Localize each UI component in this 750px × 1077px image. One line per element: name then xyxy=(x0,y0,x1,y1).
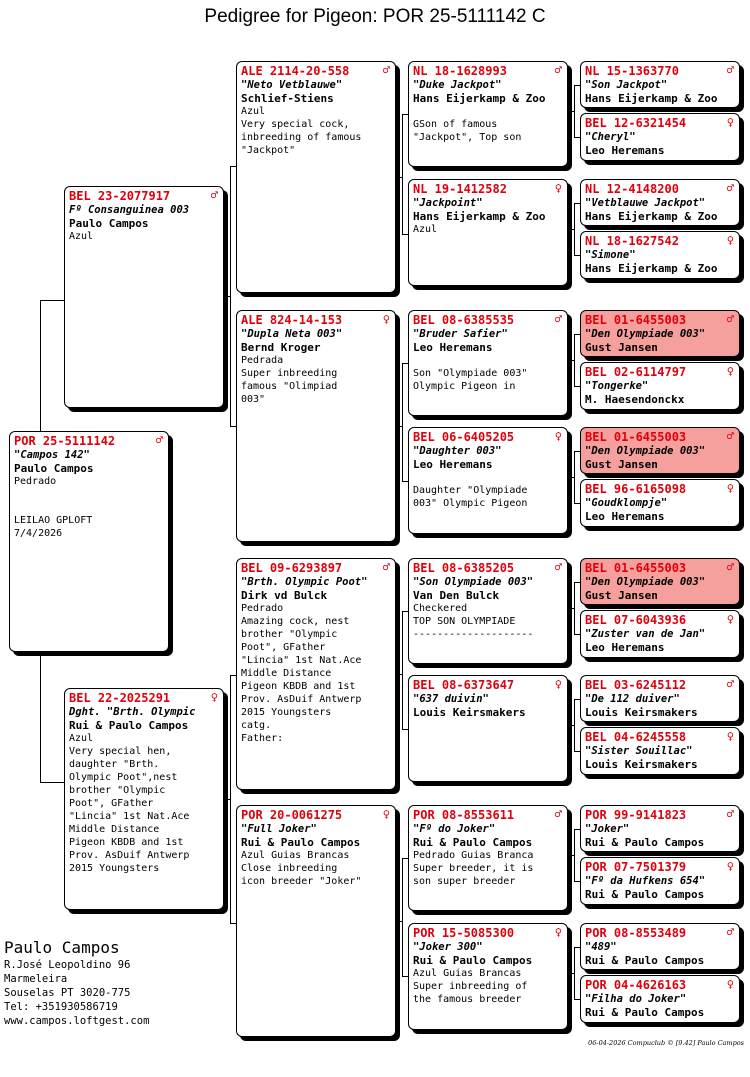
owner-name: Schlief-Stiens xyxy=(241,92,334,105)
info-line: 2015 Youngsters xyxy=(69,863,160,874)
pigeon-name: "489" xyxy=(585,941,617,953)
connector-line xyxy=(40,782,64,783)
male-icon: ♂ xyxy=(726,312,734,326)
page-title: Pedigree for Pigeon: POR 25-5111142 C xyxy=(204,6,546,27)
female-icon: ♀ xyxy=(726,364,734,378)
ring-number: POR 04-4626163 xyxy=(585,978,687,992)
connector-line xyxy=(402,858,403,976)
pedigree-card-g3[interactable] xyxy=(580,179,740,226)
pigeon-name: "Jackpoint" xyxy=(413,197,483,209)
info-line: Amazing cock, nest xyxy=(241,616,350,627)
info-line: 003" Olympic Pigeon xyxy=(413,498,528,509)
owner-name: Rui & Paulo Campos xyxy=(241,836,361,849)
breeder-info xyxy=(4,938,149,1028)
male-icon: ♂ xyxy=(382,63,390,77)
connector-line xyxy=(574,699,575,751)
pigeon-name: "Sister Souillac" xyxy=(585,745,693,757)
owner-name: Gust Jansen xyxy=(585,341,658,354)
info-line xyxy=(14,501,164,514)
info-line: -------------------- xyxy=(413,629,534,640)
pedigree-card-sd[interactable] xyxy=(236,310,396,542)
pedigree-card-g16[interactable] xyxy=(580,975,740,1023)
ring-number: NL 15-1363770 xyxy=(585,64,679,78)
pigeon-name: "Vetblauwe Jackpot" xyxy=(585,197,706,209)
ring-number: POR 25-5111142 xyxy=(14,434,116,448)
info-line: Azul xyxy=(413,224,438,235)
ring-number: BEL 08-6385535 xyxy=(413,313,515,327)
pedigree-card-ss[interactable] xyxy=(236,61,396,293)
connector-line xyxy=(574,203,575,255)
owner-name: Leo Heremans xyxy=(413,341,493,354)
pedigree-card-dsd[interactable] xyxy=(408,675,568,782)
info-line: famous "Olimpiad xyxy=(241,381,338,392)
ring-number: ALE 2114-20-558 xyxy=(241,64,350,78)
owner-name: Louis Keirsmakers xyxy=(585,706,698,719)
pedigree-card-g14[interactable] xyxy=(580,857,740,905)
male-icon: ♂ xyxy=(554,63,562,77)
pedigree-card-ddd[interactable] xyxy=(408,923,568,1030)
connector-line xyxy=(568,477,574,478)
footer-credit: 06-04-2026 Compuclub © [9.42] Paulo Campos xyxy=(588,1039,744,1047)
ring-number: BEL 03-6245112 xyxy=(585,678,687,692)
pigeon-name: "Joker 300" xyxy=(413,941,483,953)
info-line: Super inbreeding of xyxy=(413,981,528,992)
owner-name: Rui & Paulo Campos xyxy=(69,719,189,732)
ring-number: NL 18-1628993 xyxy=(413,64,507,78)
info-line: icon breeder "Joker" xyxy=(241,876,362,887)
pedigree-card-dam[interactable] xyxy=(64,688,224,910)
pigeon-name: "Den Olympiade 003" xyxy=(585,576,706,588)
pedigree-card-g5[interactable] xyxy=(580,310,740,357)
pigeon-name: "Campos 142" xyxy=(14,449,90,461)
female-icon: ♀ xyxy=(382,807,390,821)
ring-number: POR 08-8553489 xyxy=(585,926,687,940)
connector-line xyxy=(568,725,574,726)
ring-number: BEL 01-6455003 xyxy=(585,430,687,444)
info-line: Azul xyxy=(69,733,94,744)
info-line: "Jackpot" xyxy=(241,145,296,156)
female-icon: ♀ xyxy=(382,312,390,326)
info-line: Super breeder, it is xyxy=(413,863,534,874)
female-icon: ♀ xyxy=(554,429,562,443)
owner-name: Leo Heremans xyxy=(585,510,665,523)
connector-line xyxy=(402,611,403,729)
ring-number: NL 19-1412582 xyxy=(413,182,507,196)
male-icon: ♂ xyxy=(554,560,562,574)
info-line: 003" xyxy=(241,394,266,405)
pedigree-card-g11[interactable] xyxy=(580,675,740,722)
pigeon-name: "Brth. Olympic Poot" xyxy=(241,576,368,588)
male-icon: ♂ xyxy=(726,807,734,821)
pedigree-card-g15[interactable] xyxy=(580,923,740,970)
ring-number: POR 07-7501379 xyxy=(585,860,687,874)
owner-name: Bernd Kroger xyxy=(241,341,321,354)
ring-number: BEL 06-6405205 xyxy=(413,430,515,444)
info-line: GSon of famous xyxy=(413,119,498,130)
owner-name: Van Den Bulck xyxy=(413,589,500,602)
ring-number: ALE 824-14-153 xyxy=(241,313,343,327)
connector-line xyxy=(574,829,575,881)
info-line: "Jackpot", Top son xyxy=(413,132,522,143)
info-line: Pigeon KBDB and 1st xyxy=(241,681,356,692)
info-line xyxy=(413,354,563,367)
owner-name: Gust Jansen xyxy=(585,589,658,602)
pigeon-name: "Joker" xyxy=(585,823,630,835)
ring-number: BEL 23-2077917 xyxy=(69,189,171,203)
owner-name: Leo Heremans xyxy=(413,458,493,471)
pedigree-card-dss[interactable] xyxy=(408,558,568,664)
female-icon: ♀ xyxy=(554,181,562,195)
owner-name: Rui & Paulo Campos xyxy=(585,888,705,901)
info-line: Pedrado Guias Branca xyxy=(413,850,534,861)
info-line: the famous breeder xyxy=(413,994,522,1005)
pigeon-name: "De 112 duiver" xyxy=(585,693,680,705)
pigeon-name: Fº Consanguinea 003 xyxy=(69,204,190,216)
info-line: catg. xyxy=(241,720,272,731)
pedigree-card-dd[interactable] xyxy=(236,805,396,1037)
info-line: Father: xyxy=(241,733,284,744)
info-line xyxy=(14,488,164,501)
owner-name: Rui & Paulo Campos xyxy=(585,836,705,849)
breeder-address: R.José Leopoldino 96 xyxy=(4,959,131,971)
male-icon: ♂ xyxy=(554,312,562,326)
owner-name: Rui & Paulo Campos xyxy=(413,836,533,849)
owner-name: Leo Heremans xyxy=(585,641,665,654)
ring-number: BEL 09-6293897 xyxy=(241,561,343,575)
pedigree-card-sdd[interactable] xyxy=(408,427,568,534)
ring-number: BEL 08-6373647 xyxy=(413,678,515,692)
male-icon: ♂ xyxy=(382,560,390,574)
connector-line xyxy=(574,334,575,386)
info-line: Pedrada xyxy=(241,355,284,366)
ring-number: BEL 08-6385205 xyxy=(413,561,515,575)
pigeon-name: "Full Joker" xyxy=(241,823,317,835)
owner-name: Hans Eijerkamp & Zoo xyxy=(413,210,546,223)
info-line: Prov. AsDuif Antwerp xyxy=(241,694,362,705)
connector-line xyxy=(224,799,230,800)
pigeon-name: "Dupla Neta 003" xyxy=(241,328,343,340)
pedigree-card-sds[interactable] xyxy=(408,310,568,416)
info-line: "Lincia" 1st Nat.Ace xyxy=(241,655,362,666)
info-line: Pedrado xyxy=(241,603,284,614)
info-line: 2015 Youngsters xyxy=(241,707,332,718)
info-line: Olympic Pigeon in xyxy=(413,381,516,392)
connector-line xyxy=(230,166,231,426)
female-icon: ♀ xyxy=(554,925,562,939)
owner-name: Gust Jansen xyxy=(585,458,658,471)
info-line: "Lincia" 1st Nat.Ace xyxy=(69,811,190,822)
pigeon-name: "Filha do Joker" xyxy=(585,993,687,1005)
male-icon: ♂ xyxy=(726,925,734,939)
owner-name: Dirk vd Bulck xyxy=(241,589,328,602)
owner-name: Louis Keirsmakers xyxy=(585,758,698,771)
connector-line xyxy=(568,229,574,230)
connector-line xyxy=(574,582,575,634)
info-line: Poot", GFather xyxy=(69,798,154,809)
male-icon: ♂ xyxy=(726,429,734,443)
info-line: Middle Distance xyxy=(69,824,160,835)
owner-name: Leo Heremans xyxy=(585,144,665,157)
pedigree-card-sire[interactable] xyxy=(64,186,224,408)
owner-name: Rui & Paulo Campos xyxy=(585,1006,705,1019)
owner-name: Rui & Paulo Campos xyxy=(413,954,533,967)
ring-number: BEL 04-6245558 xyxy=(585,730,687,744)
female-icon: ♀ xyxy=(210,690,218,704)
pedigree-card-sss[interactable] xyxy=(408,61,568,167)
info-line: Daughter "Olympiade xyxy=(413,485,528,496)
connector-line xyxy=(568,360,574,361)
connector-line xyxy=(402,363,403,481)
pedigree-card-g8[interactable] xyxy=(580,479,740,527)
pedigree-card-g6[interactable] xyxy=(580,362,740,410)
info-line: Super inbreeding xyxy=(241,368,338,379)
male-icon: ♂ xyxy=(726,181,734,195)
pigeon-name: Dght. "Brth. Olympic xyxy=(69,706,196,718)
ring-number: BEL 22-2025291 xyxy=(69,691,171,705)
pedigree-card-g10[interactable] xyxy=(580,610,740,658)
pedigree-card-g1[interactable] xyxy=(580,61,740,108)
pedigree-card-g7[interactable] xyxy=(580,427,740,474)
ring-number: POR 08-8553611 xyxy=(413,808,515,822)
pedigree-card-ssd[interactable] xyxy=(408,179,568,286)
owner-name: Hans Eijerkamp & Zoo xyxy=(585,210,718,223)
pigeon-name: "Son Jackpot" xyxy=(585,79,668,91)
owner-name: Paulo Campos xyxy=(69,217,149,230)
pigeon-name: "Den Olympiade 003" xyxy=(585,328,706,340)
female-icon: ♀ xyxy=(726,859,734,873)
connector-line xyxy=(40,300,41,431)
connector-line xyxy=(568,111,574,112)
owner-name: Hans Eijerkamp & Zoo xyxy=(585,92,718,105)
connector-line xyxy=(396,674,402,675)
info-line: Poot", GFather xyxy=(241,642,326,653)
info-line: Son "Olympiade 003" xyxy=(413,368,528,379)
owner-name: Louis Keirsmakers xyxy=(413,706,526,719)
male-icon: ♂ xyxy=(726,63,734,77)
info-line: Middle Distance xyxy=(241,668,332,679)
breeder-town: Marmeleira xyxy=(4,973,68,985)
ring-number: BEL 01-6455003 xyxy=(585,561,687,575)
info-line: Azul xyxy=(241,106,266,117)
info-line: Close inbreeding xyxy=(241,863,338,874)
ring-number: POR 15-5085300 xyxy=(413,926,515,940)
pigeon-name: "637 duivin" xyxy=(413,693,489,705)
info-line: brother "Olympic xyxy=(241,629,338,640)
pigeon-name: "Fº do Joker" xyxy=(413,823,496,835)
pedigree-card-ds[interactable] xyxy=(236,558,396,790)
owner-name: Rui & Paulo Campos xyxy=(585,954,705,967)
male-icon: ♂ xyxy=(726,560,734,574)
info-line: Azul xyxy=(69,231,94,242)
connector-line xyxy=(40,652,41,782)
male-icon: ♂ xyxy=(210,188,218,202)
pigeon-name: "Zuster van de Jan" xyxy=(585,628,706,640)
male-icon: ♂ xyxy=(554,807,562,821)
breeder-phone: Tel: +351930586719 xyxy=(4,1001,118,1013)
connector-line xyxy=(396,177,402,178)
female-icon: ♀ xyxy=(554,677,562,691)
pigeon-name: "Duke Jackpot" xyxy=(413,79,502,91)
info-line: Checkered xyxy=(413,603,468,614)
breeder-website[interactable]: www.campos.loftgest.com xyxy=(4,1015,150,1027)
male-icon: ♂ xyxy=(155,433,163,447)
connector-line xyxy=(396,921,402,922)
pigeon-name: "Den Olympiade 003" xyxy=(585,445,706,457)
info-line: Pigeon KBDB and 1st xyxy=(69,837,184,848)
pigeon-name: "Simone" xyxy=(585,249,636,261)
pedigree-card-g13[interactable] xyxy=(580,805,740,852)
ring-number: NL 18-1627542 xyxy=(585,234,679,248)
pigeon-name: "Fº da Hufkens 654" xyxy=(585,875,706,887)
ring-number: POR 99-9141823 xyxy=(585,808,687,822)
connector-line xyxy=(574,85,575,137)
info-line: Prov. AsDuif Antwerp xyxy=(69,850,190,861)
info-line: Azul Guias Brancas xyxy=(413,968,522,979)
info-line: 7/4/2026 xyxy=(14,528,63,539)
pigeon-name: "Cheryl" xyxy=(585,131,636,143)
info-line: LEILAO GPLOFT xyxy=(14,515,93,526)
info-line: brother "Olympic xyxy=(69,785,166,796)
ring-number: BEL 07-6043936 xyxy=(585,613,687,627)
pigeon-name: "Daughter 003" xyxy=(413,445,502,457)
pigeon-name: "Tongerke" xyxy=(585,380,649,392)
male-icon: ♂ xyxy=(726,677,734,691)
ring-number: POR 20-0061275 xyxy=(241,808,343,822)
connector-line xyxy=(568,855,574,856)
info-line: son super breeder xyxy=(413,876,516,887)
female-icon: ♀ xyxy=(726,115,734,129)
info-line: Very special cock, xyxy=(241,119,350,130)
connector-line xyxy=(396,426,402,427)
pigeon-name: "Goudklompje" xyxy=(585,497,668,509)
breeder-postal: Souselas PT 3020-775 xyxy=(4,987,131,999)
info-line: inbreeding of famous xyxy=(241,132,362,143)
pigeon-name: "Son Olympiade 003" xyxy=(413,576,534,588)
female-icon: ♀ xyxy=(726,481,734,495)
female-icon: ♀ xyxy=(726,612,734,626)
pedigree-card-subject[interactable] xyxy=(9,431,169,652)
connector-line xyxy=(568,973,574,974)
owner-name: Hans Eijerkamp & Zoo xyxy=(585,262,718,275)
ring-number: BEL 12-6321454 xyxy=(585,116,687,130)
connector-line xyxy=(574,947,575,999)
pedigree-card-g2[interactable] xyxy=(580,113,740,161)
pedigree-card-g4[interactable] xyxy=(580,231,740,279)
connector-line xyxy=(402,114,403,234)
connector-line xyxy=(40,300,64,301)
owner-name: Paulo Campos xyxy=(14,462,94,475)
ring-number: BEL 02-6114797 xyxy=(585,365,687,379)
owner-name: M. Haesendonckx xyxy=(585,393,685,406)
connector-line xyxy=(230,675,231,923)
info-line: Azul Guias Brancas xyxy=(241,850,350,861)
pedigree-card-g12[interactable] xyxy=(580,727,740,775)
ring-number: NL 12-4148200 xyxy=(585,182,679,196)
pigeon-name: "Neto Vetblauwe" xyxy=(241,79,343,91)
pigeon-name: "Bruder Safier" xyxy=(413,328,508,340)
info-line xyxy=(413,471,563,484)
pedigree-card-dds[interactable] xyxy=(408,805,568,911)
ring-number: BEL 96-6165098 xyxy=(585,482,687,496)
info-line: TOP SON OLYMPIADE xyxy=(413,616,516,627)
connector-line xyxy=(224,296,230,297)
info-line: Olympic Poot",nest xyxy=(69,772,178,783)
connector-line xyxy=(574,451,575,503)
info-line xyxy=(413,105,563,118)
connector-line xyxy=(568,608,574,609)
info-line: Pedrado xyxy=(14,476,57,487)
pedigree-card-g9[interactable] xyxy=(580,558,740,605)
owner-name: Hans Eijerkamp & Zoo xyxy=(413,92,546,105)
female-icon: ♀ xyxy=(726,729,734,743)
info-line: daughter "Brth. xyxy=(69,759,160,770)
ring-number: BEL 01-6455003 xyxy=(585,313,687,327)
breeder-name: Paulo Campos xyxy=(4,938,120,957)
female-icon: ♀ xyxy=(726,233,734,247)
female-icon: ♀ xyxy=(726,977,734,991)
info-line: Very special hen, xyxy=(69,746,172,757)
